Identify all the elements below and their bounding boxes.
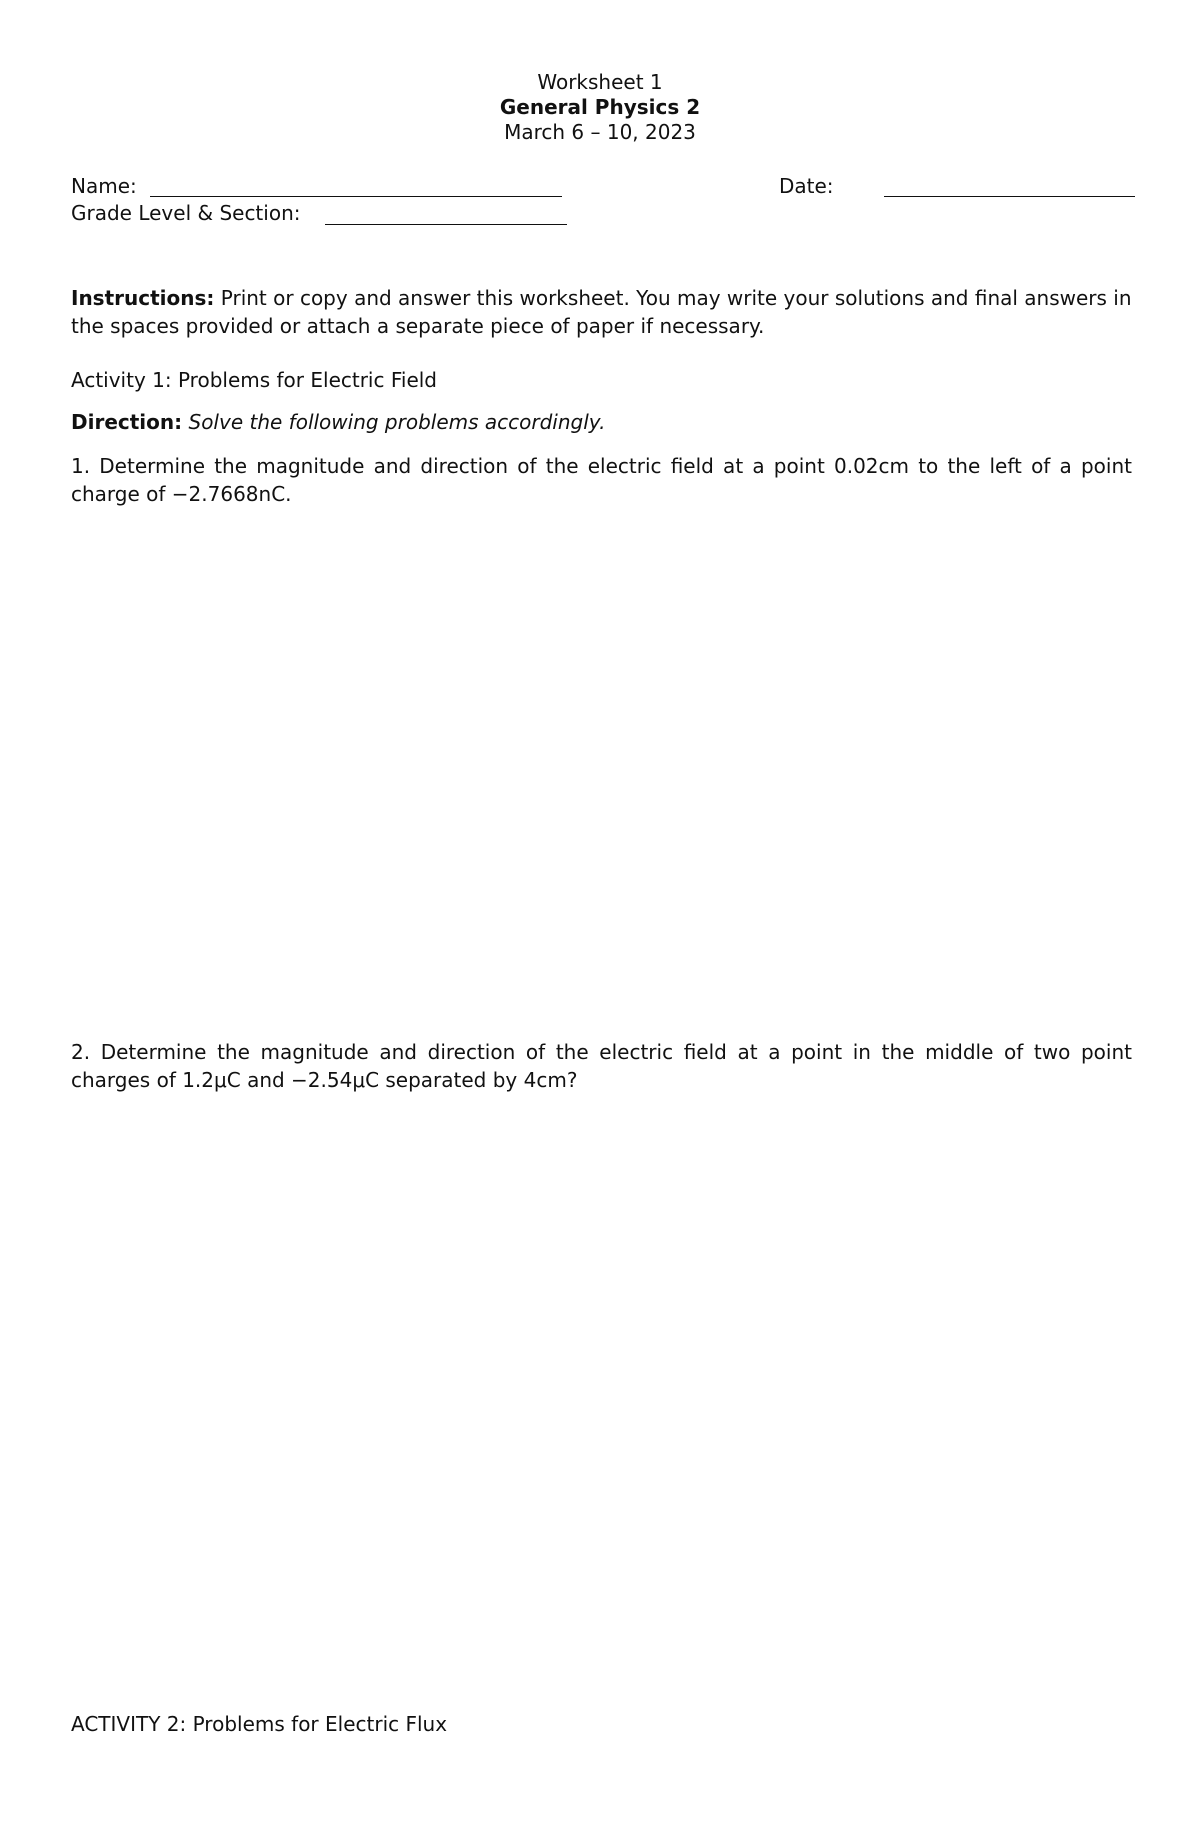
name-label: Name: [71, 174, 137, 198]
instructions-text: Print or copy and answer this worksheet. You may write your solutions and final answers in the spaces provided or attach a separate piece of paper if necessary. [71, 286, 1132, 338]
name-blank [150, 196, 562, 197]
date-label: Date: [779, 174, 834, 198]
grade-section-blank [325, 224, 567, 225]
direction-line [71, 410, 605, 435]
instructions-paragraph [71, 284, 1132, 340]
date-blank [884, 196, 1135, 197]
date-range: March 6 – 10, 2023 [504, 120, 696, 144]
activity-1-title: Activity 1: Problems for Electric Field [71, 368, 438, 392]
instructions-label: Instructions: [71, 286, 215, 310]
problem-1: 1. Determine the magnitude and direction of the electric field at a point 0.02cm to the left of a point charge of −2.7668nC. [71, 454, 1132, 506]
problem-2: 2. Determine the magnitude and direction of the electric field at a point in the middle of two point charges of 1.2μC and −2.54μC separated by 4cm? [71, 1040, 1132, 1092]
subject-title: General Physics 2 [499, 95, 701, 119]
direction-label: Direction: [71, 410, 183, 434]
activity-2-title: ACTIVITY 2: Problems for Electric Flux [71, 1712, 448, 1736]
direction-text: Solve the following problems accordingly. [182, 410, 606, 434]
worksheet-number: Worksheet 1 [537, 70, 663, 94]
grade-section-label: Grade Level & Section: [71, 201, 301, 225]
